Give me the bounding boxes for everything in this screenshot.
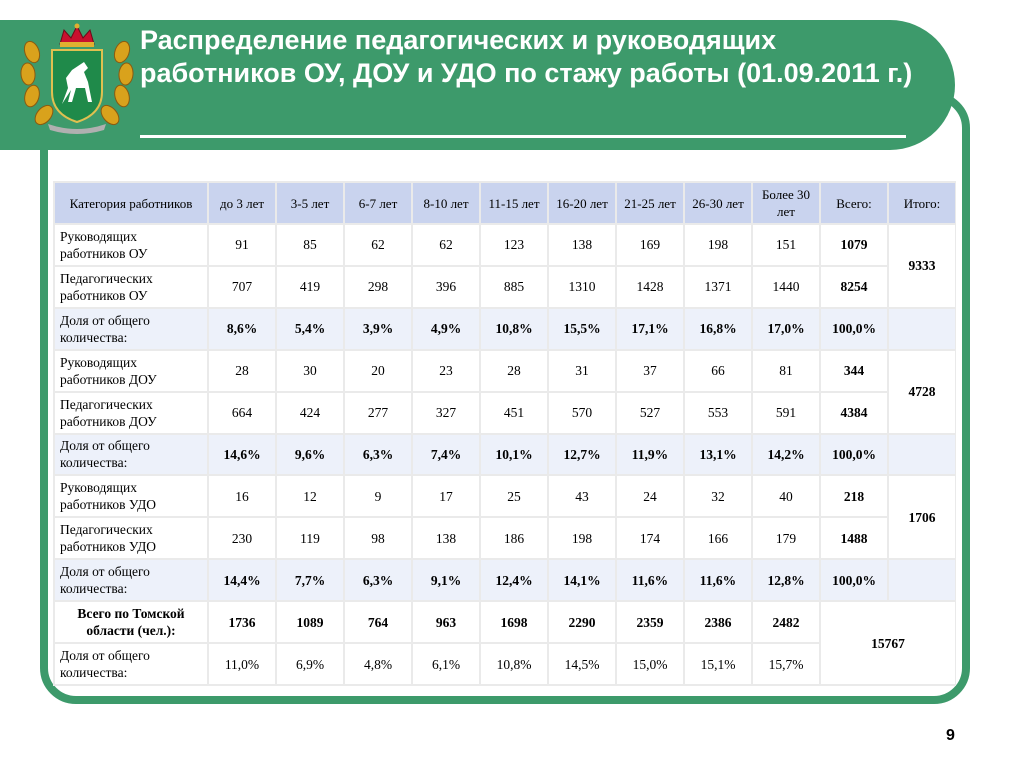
table-cell: 119 xyxy=(277,518,343,558)
table-cell: 4,9% xyxy=(413,309,479,349)
table-cell: 327 xyxy=(413,393,479,433)
table-cell: 16 xyxy=(209,476,275,516)
staff-experience-table xyxy=(53,181,956,686)
group-total-cell: 1706 xyxy=(889,476,955,558)
table-cell: 1089 xyxy=(277,602,343,642)
group-total-cell: 4728 xyxy=(889,351,955,433)
empty-cell xyxy=(889,435,955,475)
table-cell: 138 xyxy=(549,225,615,265)
table-cell: 3,9% xyxy=(345,309,411,349)
row-label: Педагогических работников УДО xyxy=(55,518,207,558)
table-cell: 14,6% xyxy=(209,435,275,475)
table-cell: 2359 xyxy=(617,602,683,642)
header-cell: 26-30 лет xyxy=(685,183,751,223)
header-cell: до 3 лет xyxy=(209,183,275,223)
table-cell: 527 xyxy=(617,393,683,433)
table-cell: 15,5% xyxy=(549,309,615,349)
table-cell: 15,1% xyxy=(685,644,751,684)
table-cell: 9,6% xyxy=(277,435,343,475)
table-cell: 14,5% xyxy=(549,644,615,684)
table-cell: 13,1% xyxy=(685,435,751,475)
row-total-cell: 1488 xyxy=(821,518,887,558)
row-label: Педагогических работников ОУ xyxy=(55,267,207,307)
header-cell: 6-7 лет xyxy=(345,183,411,223)
table-cell: 23 xyxy=(413,351,479,391)
table-cell: 8,6% xyxy=(209,309,275,349)
table-cell: 11,9% xyxy=(617,435,683,475)
table-cell: 1698 xyxy=(481,602,547,642)
table-cell: 15,7% xyxy=(753,644,819,684)
table-cell: 66 xyxy=(685,351,751,391)
table-cell: 25 xyxy=(481,476,547,516)
table-cell: 17,1% xyxy=(617,309,683,349)
table-row xyxy=(55,225,955,265)
table-row xyxy=(55,644,955,684)
table-cell: 32 xyxy=(685,476,751,516)
table-header-row xyxy=(55,183,955,223)
table-cell: 91 xyxy=(209,225,275,265)
tomsk-coat-of-arms-icon xyxy=(18,22,136,134)
table-cell: 6,9% xyxy=(277,644,343,684)
table-cell: 174 xyxy=(617,518,683,558)
empty-cell xyxy=(889,309,955,349)
table-cell: 10,8% xyxy=(481,644,547,684)
row-label: Педагогических работников ДОУ xyxy=(55,393,207,433)
table-cell: 198 xyxy=(685,225,751,265)
table-cell: 100,0% xyxy=(821,560,887,600)
table-row xyxy=(55,560,955,600)
table-cell: 123 xyxy=(481,225,547,265)
table-cell: 17,0% xyxy=(753,309,819,349)
header-cell: Итого: xyxy=(889,183,955,223)
table-cell: 707 xyxy=(209,267,275,307)
empty-cell xyxy=(889,560,955,600)
title-underline xyxy=(140,135,906,138)
table-cell: 4,8% xyxy=(345,644,411,684)
table-cell: 885 xyxy=(481,267,547,307)
table-cell: 591 xyxy=(753,393,819,433)
table-row xyxy=(55,267,955,307)
table-cell: 9,1% xyxy=(413,560,479,600)
row-label: Всего по Томской области (чел.): xyxy=(55,602,207,642)
table-cell: 2482 xyxy=(753,602,819,642)
table-cell: 14,1% xyxy=(549,560,615,600)
header-cell: 11-15 лет xyxy=(481,183,547,223)
row-total-cell: 1079 xyxy=(821,225,887,265)
table-cell: 28 xyxy=(209,351,275,391)
table-cell: 230 xyxy=(209,518,275,558)
table-cell: 5,4% xyxy=(277,309,343,349)
table-cell: 16,8% xyxy=(685,309,751,349)
table-cell: 169 xyxy=(617,225,683,265)
table-cell: 15,0% xyxy=(617,644,683,684)
table-cell: 424 xyxy=(277,393,343,433)
table-cell: 451 xyxy=(481,393,547,433)
table-cell: 24 xyxy=(617,476,683,516)
table-cell: 553 xyxy=(685,393,751,433)
grand-total-cell: 15767 xyxy=(821,602,955,684)
table-cell: 186 xyxy=(481,518,547,558)
table-cell: 12,7% xyxy=(549,435,615,475)
row-label: Доля от общего количества: xyxy=(55,435,207,475)
table-cell: 764 xyxy=(345,602,411,642)
table-cell: 6,3% xyxy=(345,560,411,600)
table-row xyxy=(55,309,955,349)
table-cell: 6,3% xyxy=(345,435,411,475)
table-cell: 2290 xyxy=(549,602,615,642)
group-total-cell: 9333 xyxy=(889,225,955,307)
row-label: Доля от общего количества: xyxy=(55,560,207,600)
row-label: Доля от общего количества: xyxy=(55,309,207,349)
row-total-cell: 4384 xyxy=(821,393,887,433)
table-cell: 298 xyxy=(345,267,411,307)
table-cell: 138 xyxy=(413,518,479,558)
table-row xyxy=(55,351,955,391)
header-cell: 16-20 лет xyxy=(549,183,615,223)
table-cell: 100,0% xyxy=(821,435,887,475)
header-cell: 8-10 лет xyxy=(413,183,479,223)
table-row xyxy=(55,518,955,558)
header-cell: Всего: xyxy=(821,183,887,223)
table-cell: 14,2% xyxy=(753,435,819,475)
row-total-cell: 8254 xyxy=(821,267,887,307)
table-cell: 10,8% xyxy=(481,309,547,349)
table-row xyxy=(55,476,955,516)
table-cell: 2386 xyxy=(685,602,751,642)
table-cell: 1736 xyxy=(209,602,275,642)
table-cell: 419 xyxy=(277,267,343,307)
row-label: Руководящих работников УДО xyxy=(55,476,207,516)
table-cell: 62 xyxy=(345,225,411,265)
table-cell: 11,6% xyxy=(617,560,683,600)
table-cell: 7,4% xyxy=(413,435,479,475)
table-cell: 151 xyxy=(753,225,819,265)
table-cell: 664 xyxy=(209,393,275,433)
row-label: Руководящих работников ОУ xyxy=(55,225,207,265)
table-cell: 17 xyxy=(413,476,479,516)
table-cell: 1371 xyxy=(685,267,751,307)
table-cell: 62 xyxy=(413,225,479,265)
table-cell: 166 xyxy=(685,518,751,558)
row-total-cell: 218 xyxy=(821,476,887,516)
table-cell: 396 xyxy=(413,267,479,307)
page-title: Распределение педагогических и руководящих работников ОУ, ДОУ и УДО по стажу работы (01.09.2011 г.) xyxy=(140,25,913,88)
table-cell: 10,1% xyxy=(481,435,547,475)
table-cell: 31 xyxy=(549,351,615,391)
header-cell: Категория работников xyxy=(55,183,207,223)
table-row xyxy=(55,393,955,433)
table-cell: 20 xyxy=(345,351,411,391)
table-cell: 100,0% xyxy=(821,309,887,349)
table-cell: 277 xyxy=(345,393,411,433)
page-number: 9 xyxy=(946,727,955,744)
table-cell: 37 xyxy=(617,351,683,391)
table-cell: 40 xyxy=(753,476,819,516)
table-cell: 570 xyxy=(549,393,615,433)
row-total-cell: 344 xyxy=(821,351,887,391)
table-cell: 12 xyxy=(277,476,343,516)
row-label: Руководящих работников ДОУ xyxy=(55,351,207,391)
table-row xyxy=(55,435,955,475)
table-cell: 9 xyxy=(345,476,411,516)
table-cell: 1428 xyxy=(617,267,683,307)
header-cell: Более 30 лет xyxy=(753,183,819,223)
table-cell: 12,8% xyxy=(753,560,819,600)
table-cell: 14,4% xyxy=(209,560,275,600)
table-cell: 7,7% xyxy=(277,560,343,600)
table-cell: 963 xyxy=(413,602,479,642)
table-cell: 6,1% xyxy=(413,644,479,684)
header-cell: 21-25 лет xyxy=(617,183,683,223)
table-row xyxy=(55,602,955,642)
table-cell: 28 xyxy=(481,351,547,391)
header-cell: 3-5 лет xyxy=(277,183,343,223)
table-cell: 1440 xyxy=(753,267,819,307)
table-cell: 81 xyxy=(753,351,819,391)
row-label: Доля от общего количества: xyxy=(55,644,207,684)
table-cell: 12,4% xyxy=(481,560,547,600)
table-cell: 1310 xyxy=(549,267,615,307)
table-cell: 98 xyxy=(345,518,411,558)
table-cell: 11,6% xyxy=(685,560,751,600)
table-cell: 85 xyxy=(277,225,343,265)
table-cell: 179 xyxy=(753,518,819,558)
table-cell: 198 xyxy=(549,518,615,558)
table-cell: 11,0% xyxy=(209,644,275,684)
table-cell: 30 xyxy=(277,351,343,391)
table-cell: 43 xyxy=(549,476,615,516)
